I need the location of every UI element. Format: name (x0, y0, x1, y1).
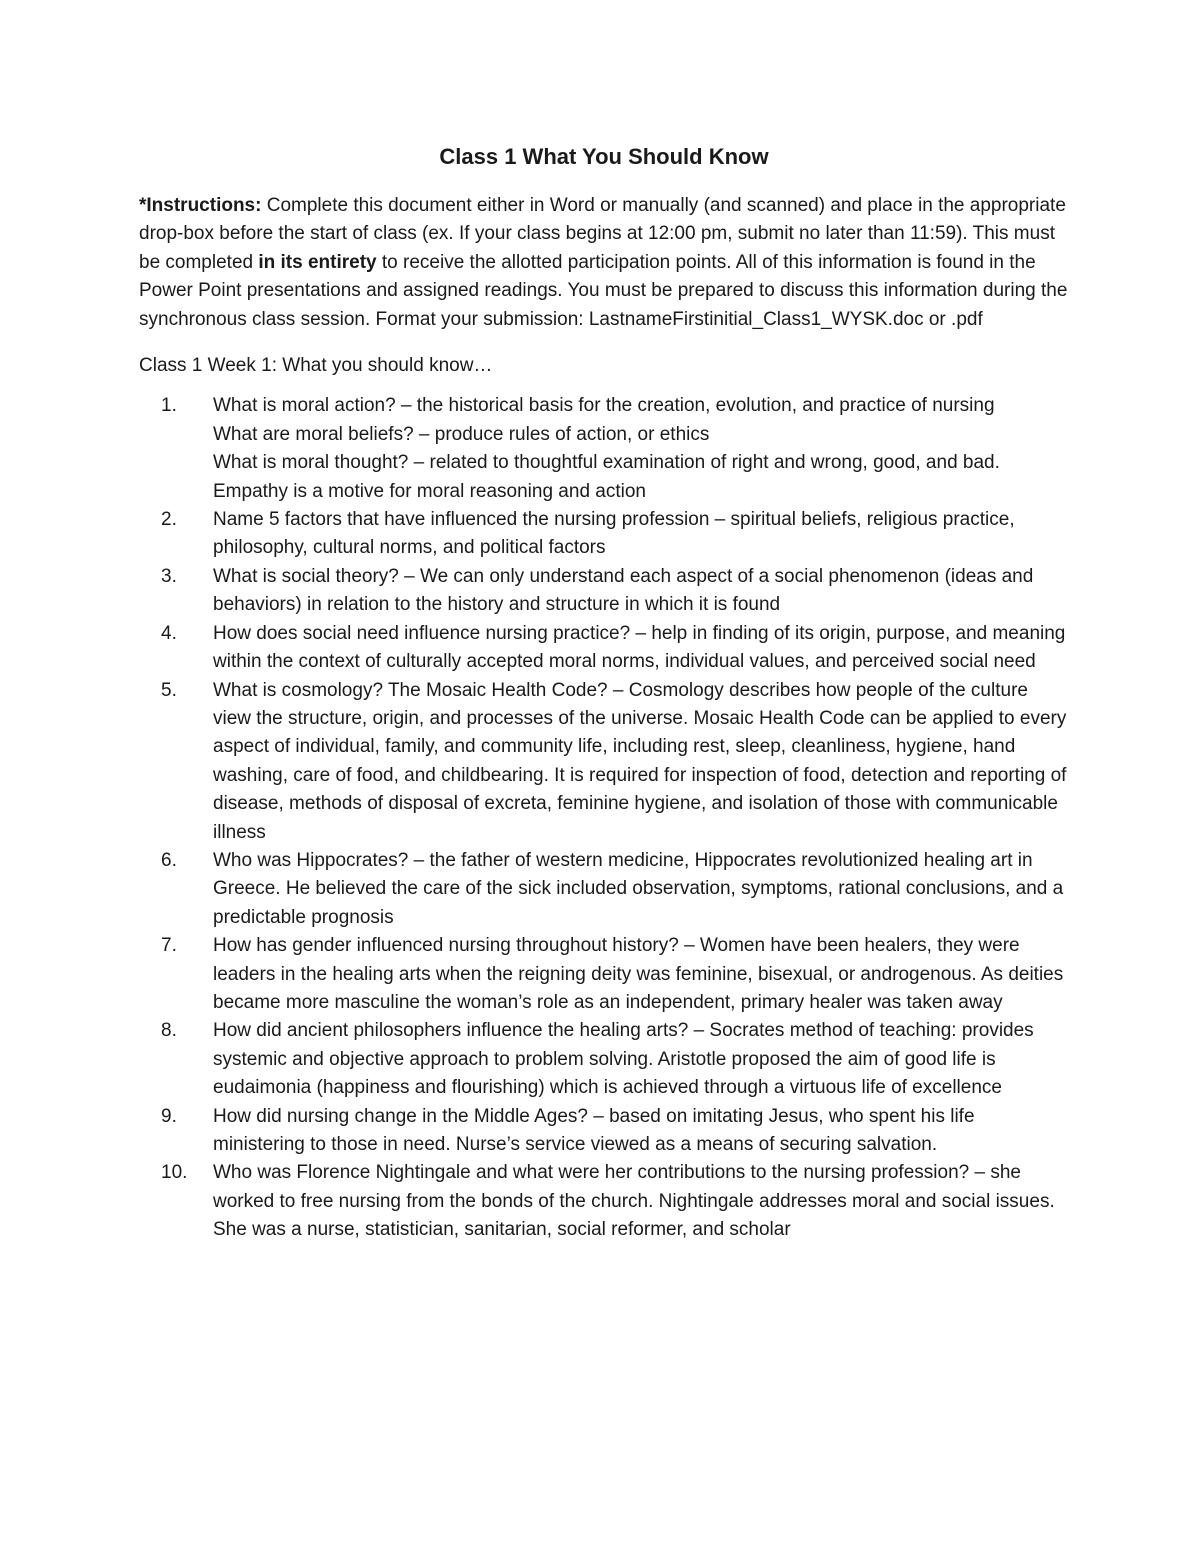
question-item-4 (139, 620, 1069, 677)
question-item-3 (139, 563, 1069, 620)
question-item-10 (139, 1159, 1069, 1244)
question-number: 3. (161, 565, 177, 587)
question-line: How has gender influenced nursing throughout history? – Women have been healers, they were leaders in the healing arts when the reigning deity was feminine, bisexual, or androgenous. As deities became more masculine the woman’s role as an independent, primary healer was taken away (213, 935, 1064, 1013)
question-item-7 (139, 932, 1069, 1017)
instructions-emphasis: in its entirety (258, 251, 377, 273)
instructions-text-part1: Complete this document either in Word or manually (and scanned) and place in the appropriate drop-box before the start of class (ex. If your class begins at 12:00 pm, submit no later than 11:59). This must be completed (139, 195, 1066, 273)
question-line: What is social theory? – We can only understand each aspect of a social phenomenon (ideas and behaviors) in relation to the history and structure in which it is found (213, 565, 1034, 616)
question-line: What is cosmology? The Mosaic Health Code? – Cosmology describes how people of the culture view the structure, origin, and processes of the universe. Mosaic Health Code can be applied to every aspect of individual, family, and community life, including rest, sleep, cleanliness, hygiene, hand washing, care of food, and childbearing. It is required for inspection of food, detection and reporting of disease, methods of disposal of excreta, feminine hygiene, and isolation of those with communicable illness (213, 679, 1067, 843)
question-number: 4. (161, 622, 177, 644)
questions-list (139, 392, 1069, 1244)
question-number: 8. (161, 1020, 177, 1042)
question-line: Name 5 factors that have influenced the nursing profession – spiritual beliefs, religious practice, philosophy, cultural norms, and political factors (213, 509, 1015, 559)
question-line: How did nursing change in the Middle Ages? – based on imitating Jesus, who spent his life ministering to those in need. Nurse’s service viewed as a means of securing salvation. (213, 1105, 975, 1155)
question-item-2 (139, 506, 1069, 563)
question-item-9 (139, 1103, 1069, 1160)
question-number: 5. (161, 679, 177, 701)
question-number: 1. (161, 395, 177, 417)
question-item-1 (139, 392, 1069, 506)
question-number: 2. (161, 509, 177, 531)
question-item-6 (139, 847, 1069, 932)
question-line: What is moral action? – the historical basis for the creation, evolution, and practice of nursing (213, 395, 995, 417)
instructions-paragraph (139, 192, 1069, 334)
question-line: How did ancient philosophers influence the healing arts? – Socrates method of teaching: provides systemic and objective approach to problem solving. Aristotle proposed the aim of good life is eudaimonia (happiness and flourishing) which is achieved through a virtuous life of excellence (213, 1020, 1034, 1099)
instructions-text-part2: to receive the allotted participation points. All of this information is found in the Power Point presentations and assigned readings. You must be prepared to discuss this information during the synchronous class session. Format your submission: LastnameFirstinitial_Class1_WYSK.doc or .pdf (139, 251, 1068, 330)
document-title: Class 1 What You Should Know (439, 144, 769, 169)
instructions-label: *Instructions: (139, 195, 262, 216)
document-content (139, 142, 1069, 1245)
question-number: 6. (161, 849, 177, 871)
question-item-5 (139, 677, 1069, 847)
question-number: 9. (161, 1105, 177, 1127)
week-heading: Class 1 Week 1: What you should know… (139, 355, 493, 377)
question-line: Who was Florence Nightingale and what were her contributions to the nursing profession? – she worked to free nursing from the bonds of the church. Nightingale addresses moral and social issues. She was a nurse, statistician, sanitarian, social reformer, and scholar (213, 1162, 1055, 1241)
question-line: How does social need influence nursing practice? – help in finding of its origin, purpose, and meaning within the context of culturally accepted moral norms, individual values, and perceived social need (213, 622, 1066, 673)
question-number: 7. (161, 935, 177, 957)
question-number: 10. (161, 1162, 188, 1184)
question-line: What are moral beliefs? – produce rules of action, or ethics (213, 423, 710, 445)
question-line: What is moral thought? – related to thoughtful examination of right and wrong, good, and bad. Empathy is a motive for moral reasoning and action (213, 452, 1000, 502)
question-line: Who was Hippocrates? – the father of western medicine, Hippocrates revolutionized healing art in Greece. He believed the care of the sick included observation, symptoms, rational conclusions, and a predictable prognosis (213, 849, 1064, 928)
question-item-8 (139, 1017, 1069, 1102)
